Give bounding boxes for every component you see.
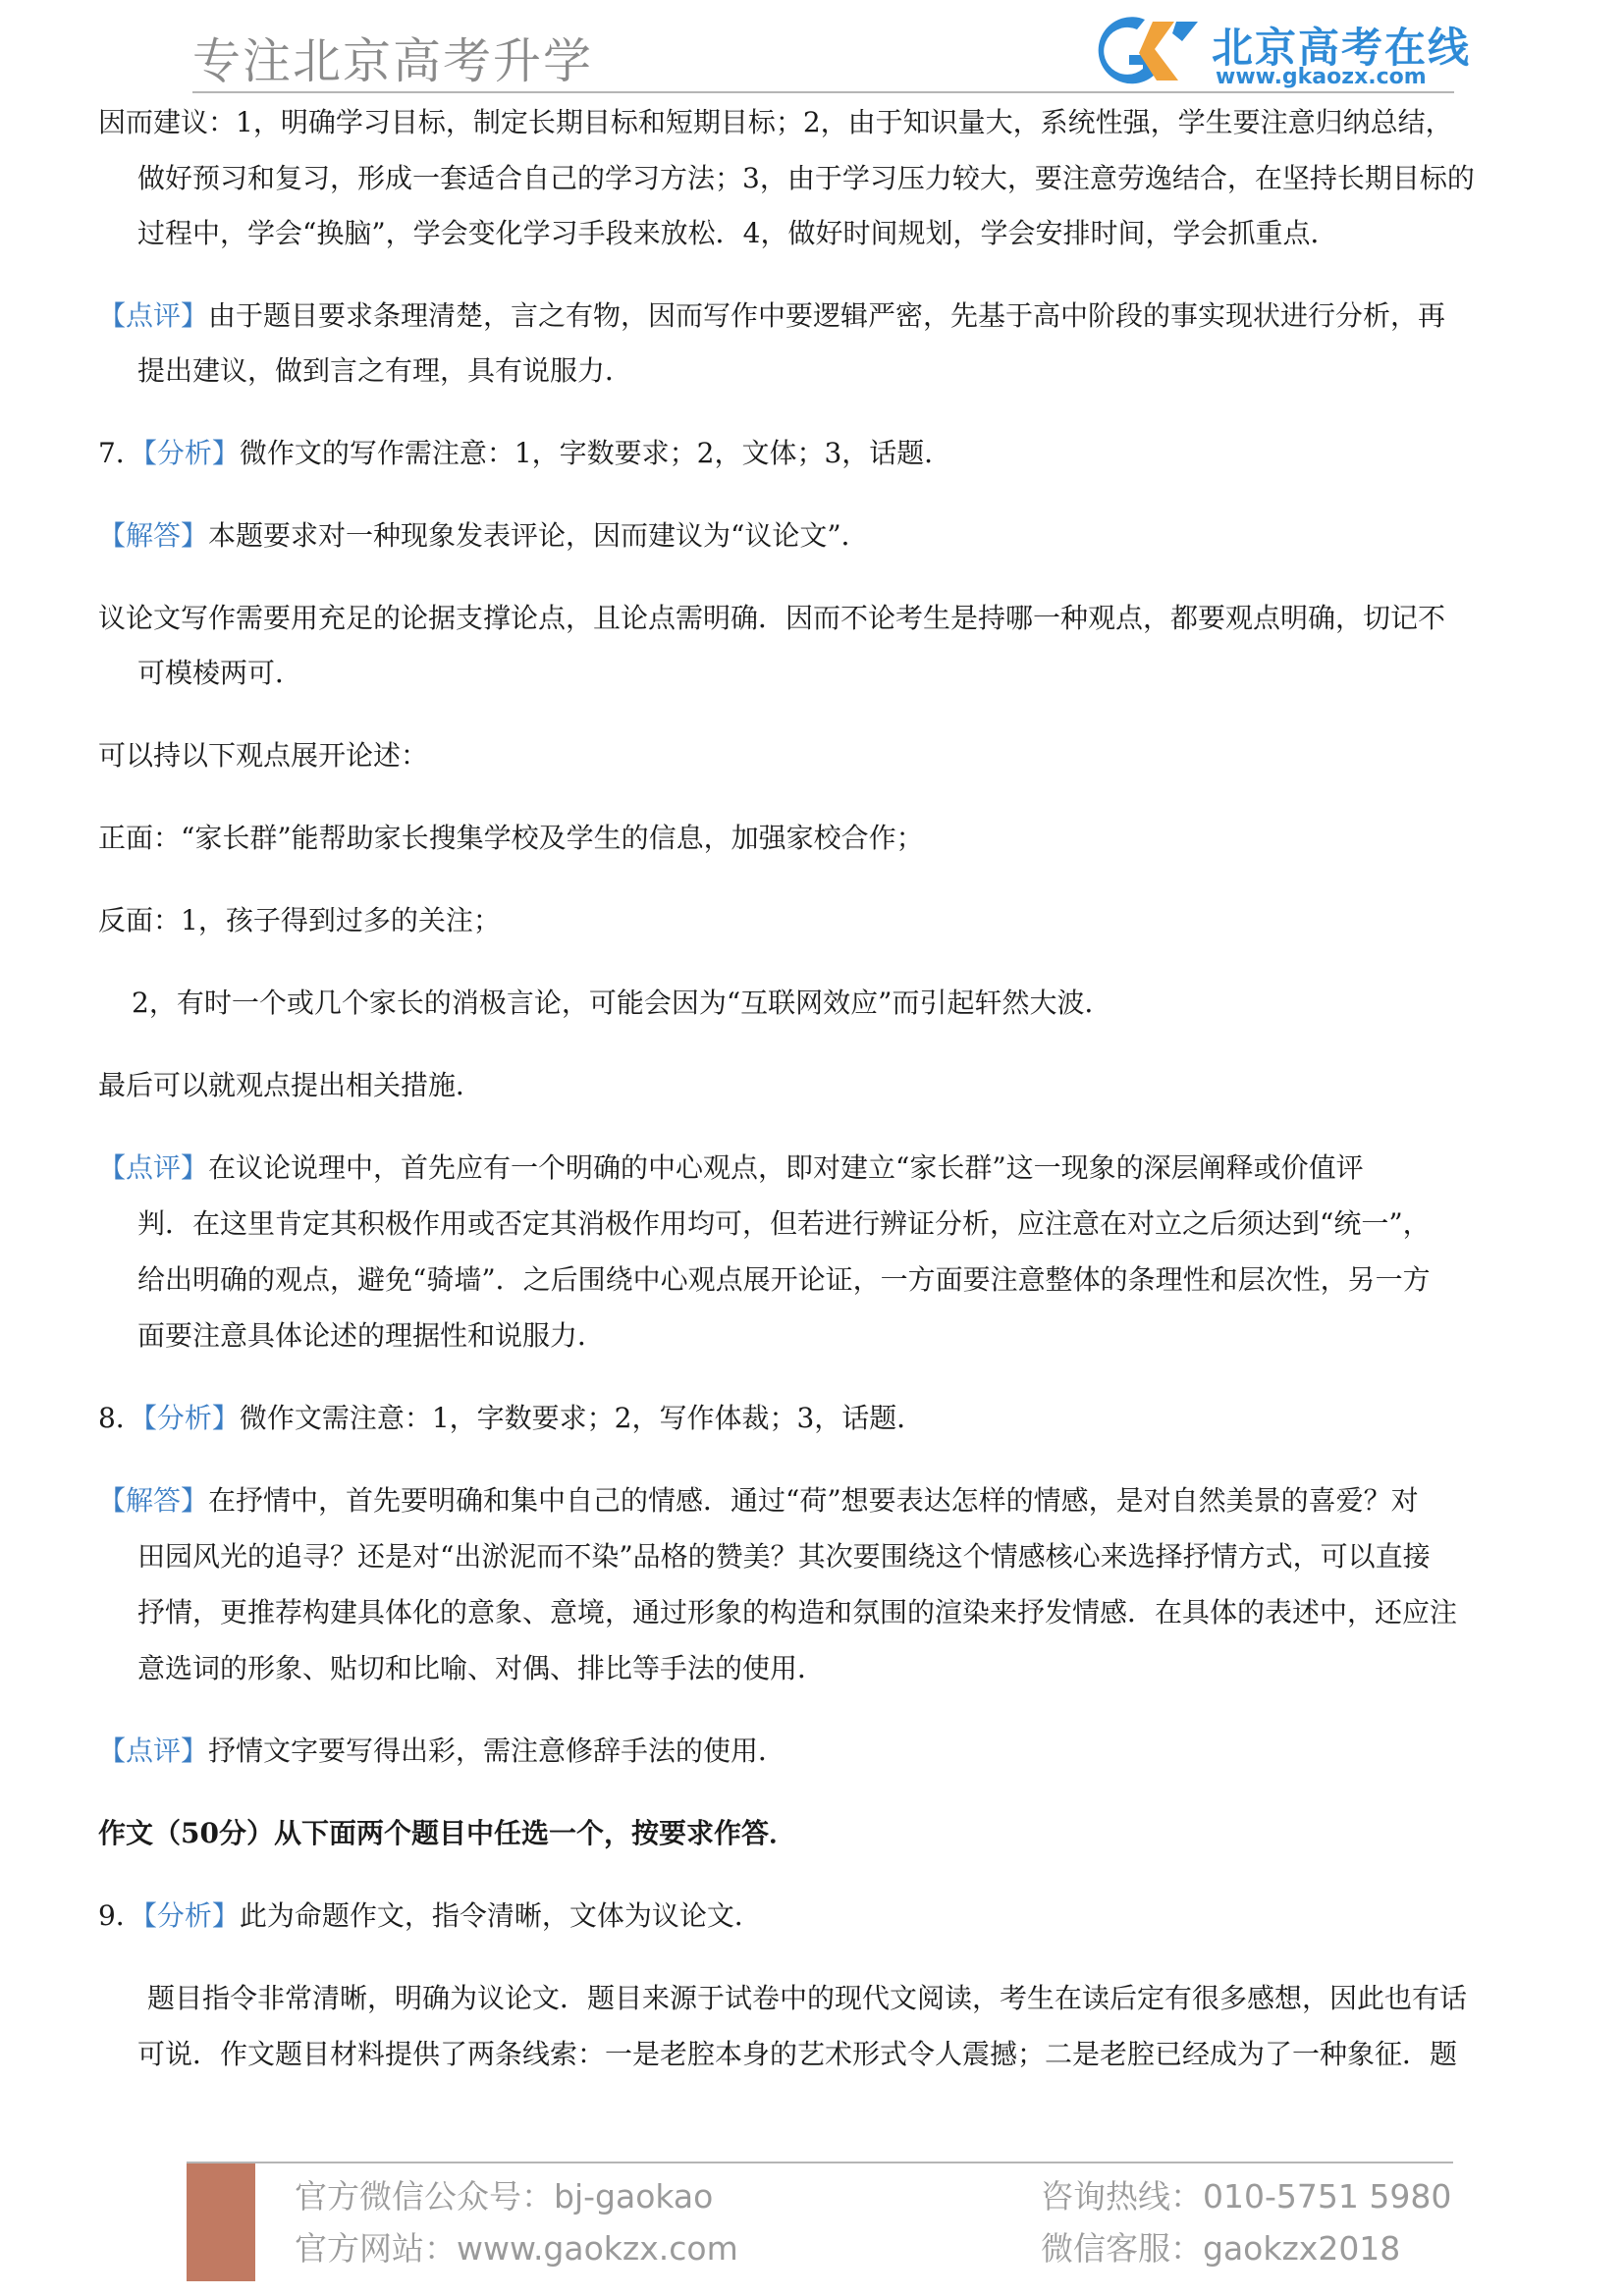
logo-title: 北京高考在线 bbox=[1212, 24, 1472, 72]
paragraph-line: 判．在这里肯定其积极作用或否定其消极作用均可，但若进行辨证分析，应注意在对立之后须达到“统一”， bbox=[137, 1207, 1431, 1240]
analysis-tag: 【分析】 bbox=[142, 1899, 240, 1932]
paragraph-line: 意选词的形象、贴切和比喻、对偶、排比等手法的使用． bbox=[137, 1652, 826, 1684]
paragraph-line: 可说．作文题目材料提供了两条线索：一是老腔本身的艺术形式令人震撼；二是老腔已经成为了一种象征．题 bbox=[137, 2038, 1458, 2070]
paragraph-line: 田园风光的追寻？还是对“出淤泥而不染”品格的赞美？其次要围绕这个情感核心来选择抒情方式，可以直接 bbox=[137, 1540, 1431, 1573]
question-7-analysis: 7．【分析】微作文的写作需注意：1，字数要求；2，文体；3，话题． bbox=[98, 437, 952, 469]
comment-tag: 【点评】 bbox=[98, 1735, 209, 1767]
page-header bbox=[0, 0, 1624, 98]
question-number: 7． bbox=[98, 437, 143, 469]
paragraph-line: 2，有时一个或几个家长的消极言论，可能会因为“互联网效应”而引起轩然大波． bbox=[132, 987, 1112, 1019]
analysis-tag: 【分析】 bbox=[142, 1402, 240, 1434]
paragraph-line: 题目指令非常清晰，明确为议论文．题目来源于试卷中的现代文阅读，考生在读后定有很多感想，因此也有话 bbox=[147, 1982, 1468, 2014]
logo-url: www.gkaozx.com bbox=[1216, 65, 1427, 89]
header-slogan: 专注北京高考升学 bbox=[192, 33, 594, 89]
paragraph-line: 因而建议：1，明确学习目标，制定长期目标和短期目标；2，由于知识量大，系统性强，学生要注意归纳总结， bbox=[98, 106, 1453, 138]
site-logo[interactable] bbox=[1078, 12, 1471, 90]
comment-line: 【点评】在议论说理中，首先应有一个明确的中心观点，即对建立“家长群”这一现象的深层阐释或价值评 bbox=[98, 1151, 1364, 1184]
analysis-tag: 【分析】 bbox=[142, 437, 240, 469]
question-9-analysis: 9．【分析】此为命题作文，指令清晰，文体为议论文． bbox=[98, 1899, 762, 1932]
paragraph-line: 提出建议，做到言之有理，具有说服力． bbox=[137, 354, 633, 387]
comment-line: 【点评】抒情文字要写得出彩，需注意修辞手法的使用． bbox=[98, 1735, 786, 1767]
section-heading: 作文（50分）从下面两个题目中任选一个，按要求作答． bbox=[98, 1817, 796, 1849]
paragraph-line: 给出明确的观点，避免“骑墙”．之后围绕中心观点展开论证，一方面要注意整体的条理性和层次性，另一方 bbox=[137, 1263, 1431, 1296]
footer-accent-block bbox=[187, 2163, 255, 2281]
question-8-analysis: 8．【分析】微作文需注意：1，字数要求；2，写作体裁；3，话题． bbox=[98, 1402, 925, 1434]
comment-tag: 【点评】 bbox=[98, 299, 209, 332]
paragraph-line: 最后可以就观点提出相关措施． bbox=[98, 1069, 484, 1101]
paragraph-line: 过程中，学会“换脑”，学会变化学习手段来放松．4，做好时间规划，学会安排时间，学会抓重点． bbox=[137, 217, 1338, 249]
logo-mark-icon bbox=[1078, 12, 1206, 90]
paragraph-line: 反面：1，孩子得到过多的关注； bbox=[98, 904, 501, 936]
paragraph-line: 可模棱两可． bbox=[137, 657, 303, 689]
answer-line: 【解答】在抒情中，首先要明确和集中自己的情感．通过“荷”想要表达怎样的情感，是对自然美景的喜爱？对 bbox=[98, 1484, 1419, 1517]
answer-line: 【解答】本题要求对一种现象发表评论，因而建议为“议论文”． bbox=[98, 519, 869, 552]
footer-hotline: 咨询热线：010-5751 5980 bbox=[1041, 2177, 1452, 2216]
paragraph-line: 议论文写作需要用充足的论据支撑论点，且论点需明确．因而不论考生是持哪一种观点，都要观点明确，切记不 bbox=[98, 602, 1446, 634]
footer-website-link[interactable]: 官方网站：www.gaokzx.com bbox=[295, 2229, 738, 2268]
answer-tag: 【解答】 bbox=[98, 519, 209, 552]
footer-wechat-account: 官方微信公众号：bj-gaokao bbox=[295, 2177, 714, 2216]
comment-line: 【点评】由于题目要求条理清楚，言之有物，因而写作中要逻辑严密，先基于高中阶段的事实现状进行分析，再 bbox=[98, 299, 1446, 332]
answer-tag: 【解答】 bbox=[98, 1484, 209, 1517]
paragraph-line: 正面：“家长群”能帮助家长搜集学校及学生的信息，加强家校合作； bbox=[98, 822, 924, 854]
paragraph-line: 做好预习和复习，形成一套适合自己的学习方法；3，由于学习压力较大，要注意劳逸结合，在坚持长期目标的 bbox=[137, 162, 1475, 194]
header-divider bbox=[192, 91, 1454, 93]
comment-tag: 【点评】 bbox=[98, 1151, 209, 1184]
footer-divider bbox=[187, 2162, 1453, 2163]
question-number: 8． bbox=[98, 1402, 143, 1434]
footer-wechat-service: 微信客服：gaokzx2018 bbox=[1041, 2229, 1401, 2268]
paragraph-line: 可以持以下观点展开论述： bbox=[98, 739, 429, 772]
paragraph-line: 面要注意具体论述的理据性和说服力． bbox=[137, 1319, 606, 1352]
paragraph-line: 抒情，更推荐构建具体化的意象、意境，通过形象的构造和氛围的渲染来抒发情感．在具体的表述中，还应注 bbox=[137, 1596, 1458, 1629]
question-number: 9． bbox=[98, 1899, 143, 1932]
